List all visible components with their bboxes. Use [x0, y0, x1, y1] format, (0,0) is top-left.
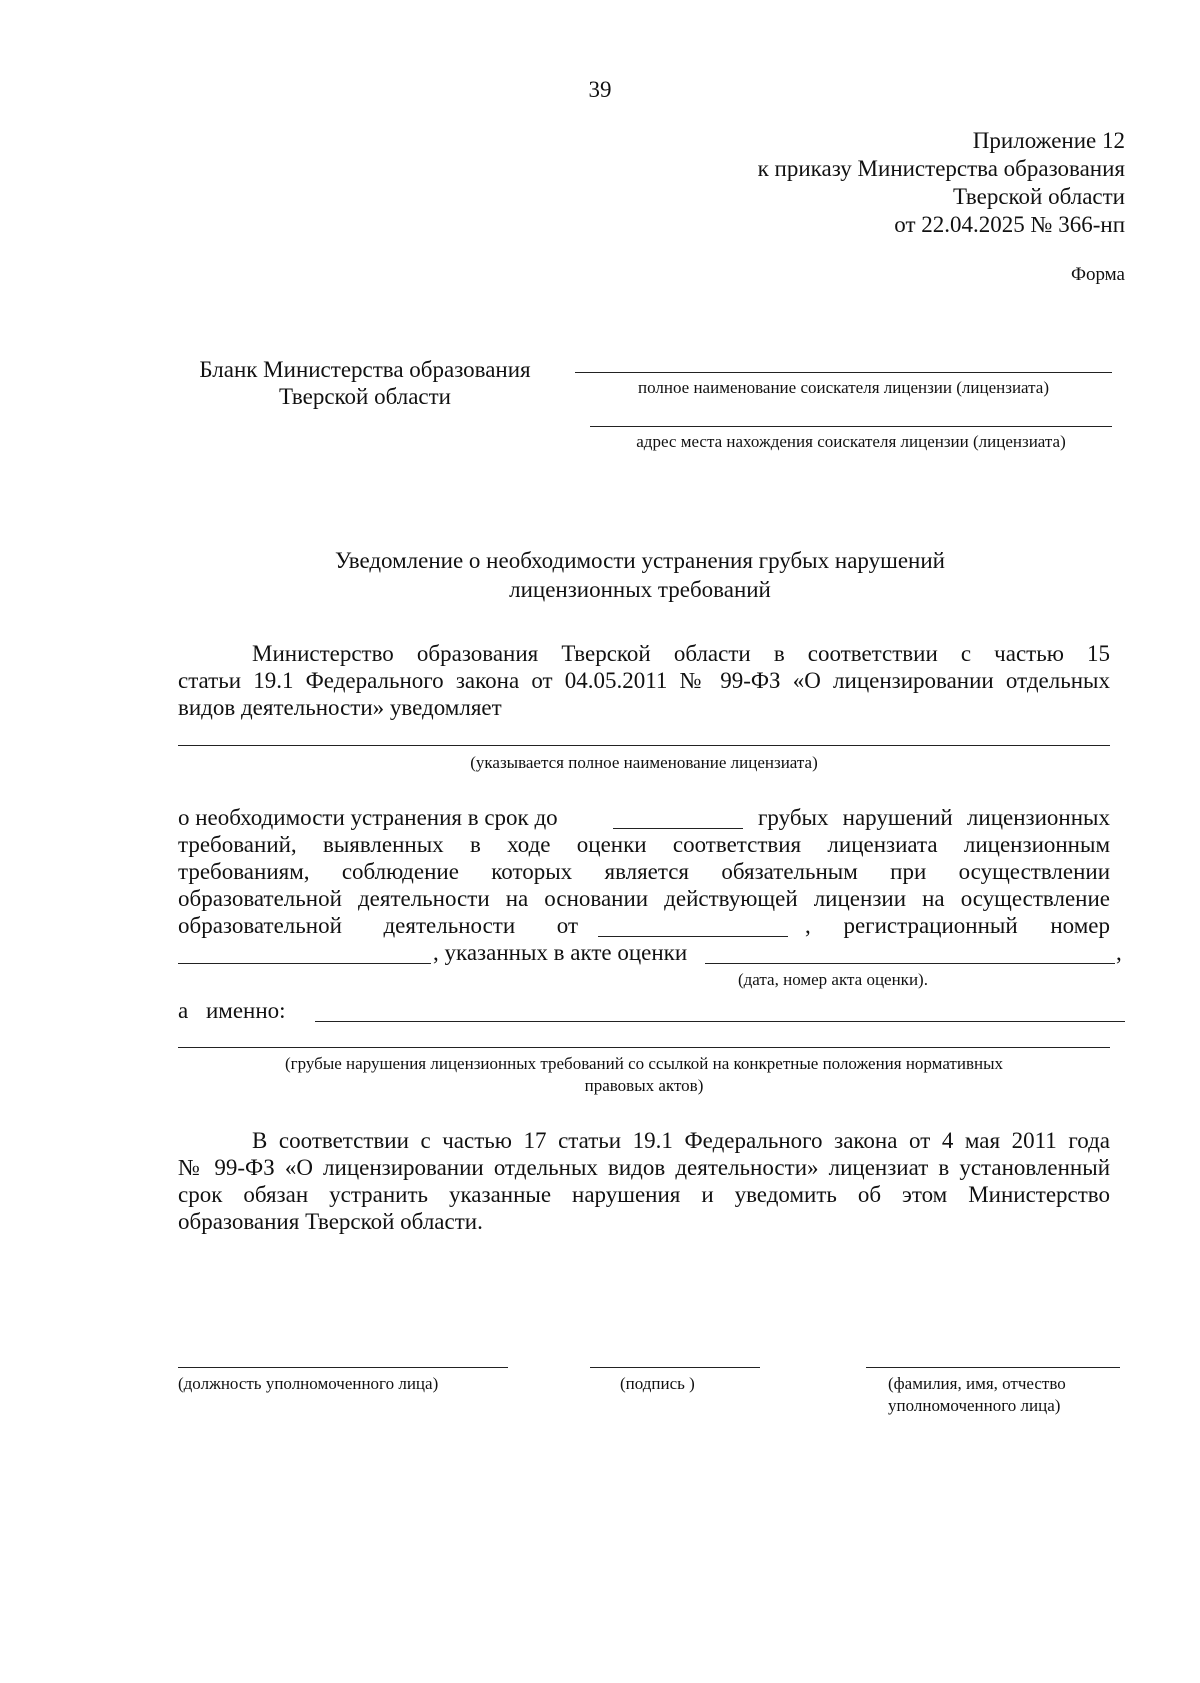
violations-caption-2: правовых актов): [584, 1076, 704, 1095]
licensee-caption: (указывается полное наименование лицензиата): [470, 753, 818, 772]
intro-line-3: видов деятельности» уведомляет: [178, 695, 502, 720]
license-date-line[interactable]: [598, 936, 788, 937]
violations-line-2[interactable]: [178, 1047, 1110, 1048]
blank-line-2: Тверской области: [279, 384, 451, 409]
title-line-2: лицензионных требований: [509, 577, 771, 602]
body-line-6b: ,: [1116, 940, 1122, 965]
appendix-line-1: Приложение 12: [972, 128, 1125, 153]
applicant-address-caption: адрес места нахождения соискателя лицензии (лицензиата): [636, 432, 1066, 451]
body-line-1a: о необходимости устранения в срок до: [178, 805, 558, 830]
body-line-5a: образовательной деятельности от: [178, 913, 578, 938]
body-line-4: образовательной деятельности на основании действующей лицензии на осуществление: [178, 886, 1110, 911]
body-line-5b: , регистрационный номер: [805, 913, 1110, 938]
act-caption: (дата, номер акта оценки).: [738, 970, 928, 989]
applicant-address-line[interactable]: [590, 426, 1112, 427]
fio-caption-2: уполномоченного лица): [888, 1396, 1061, 1415]
intro-line-1: Министерство образования Тверской области в соответствии с частью 15: [252, 641, 1110, 666]
appendix-line-4: от 22.04.2025 № 366-нп: [894, 212, 1125, 237]
conclusion-line-3: срок обязан устранить указанные нарушения и уведомить об этом Министерство: [178, 1182, 1110, 1207]
conclusion-line-4: образования Тверской области.: [178, 1209, 483, 1234]
title-line-1: Уведомление о необходимости устранения грубых нарушений: [335, 548, 945, 573]
form-label: Форма: [1070, 264, 1125, 285]
violations-line-1[interactable]: [315, 1021, 1125, 1022]
position-caption: (должность уполномоченного лица): [178, 1374, 439, 1393]
licensee-name-line[interactable]: [178, 745, 1110, 746]
applicant-name-line[interactable]: [575, 372, 1112, 373]
registration-number-line[interactable]: [178, 963, 431, 964]
violations-caption-1: (грубые нарушения лицензионных требований со ссылкой на конкретные положения нормативных: [285, 1054, 1003, 1073]
body-line-2: требований, выявленных в ходе оценки соответствия лицензиата лицензионным: [178, 832, 1110, 857]
blank-line-1: Бланк Министерства образования: [199, 357, 531, 382]
position-line[interactable]: [178, 1367, 508, 1368]
intro-line-2: статьи 19.1 Федерального закона от 04.05.2011 № 99-ФЗ «О лицензировании отдельных: [178, 668, 1110, 693]
fio-line[interactable]: [866, 1367, 1120, 1368]
page-number: 39: [588, 77, 612, 102]
conclusion-line-2: № 99-ФЗ «О лицензировании отдельных видов деятельности» лицензиат в установленный: [178, 1155, 1110, 1180]
namely-label: а именно:: [178, 998, 286, 1023]
body-line-6a: , указанных в акте оценки: [433, 940, 688, 965]
appendix-line-3: Тверской области: [953, 184, 1125, 209]
conclusion-line-1: В соответствии с частью 17 статьи 19.1 Федерального закона от 4 мая 2011 года: [252, 1128, 1110, 1153]
signature-line[interactable]: [590, 1367, 760, 1368]
body-line-1b: грубых нарушений лицензионных: [758, 805, 1110, 830]
fio-caption-1: (фамилия, имя, отчество: [888, 1374, 1066, 1393]
applicant-name-caption: полное наименование соискателя лицензии (лицензиата): [638, 378, 1049, 397]
body-line-3: требованиям, соблюдение которых является обязательным при осуществлении: [178, 859, 1110, 884]
appendix-line-2: к приказу Министерства образования: [757, 156, 1125, 181]
deadline-line[interactable]: [613, 828, 743, 829]
act-line[interactable]: [705, 963, 1115, 964]
signature-caption: (подпись ): [620, 1374, 695, 1393]
